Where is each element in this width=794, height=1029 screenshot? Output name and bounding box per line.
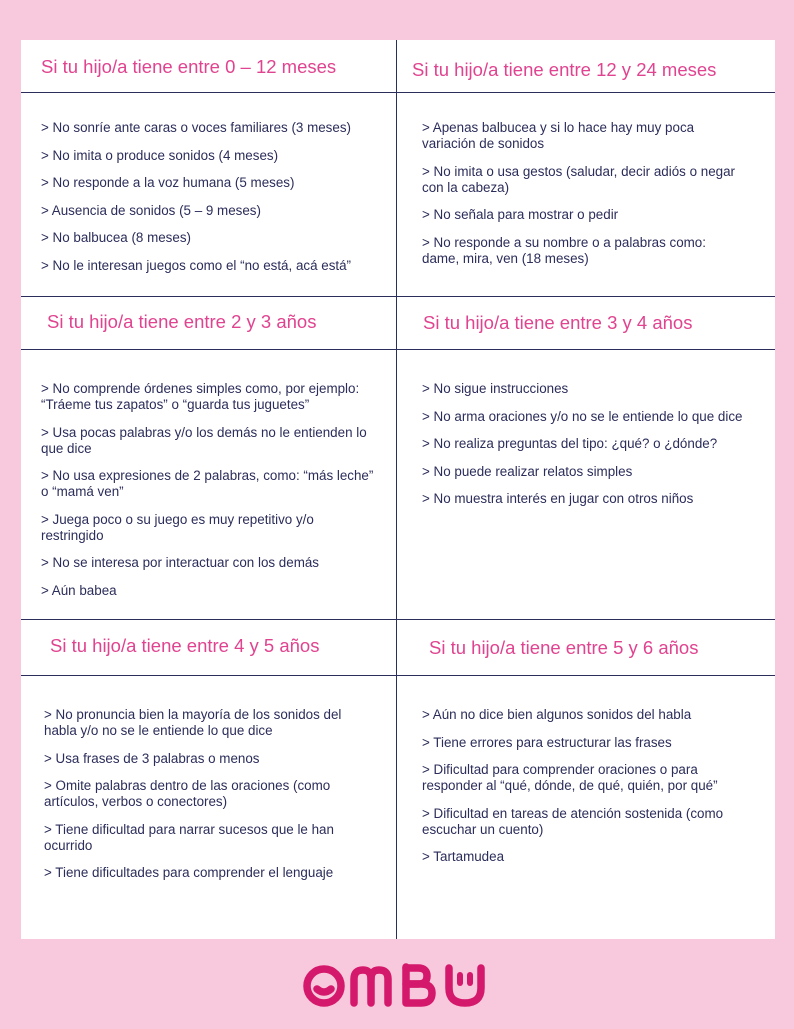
list-item: > No usa expresiones de 2 palabras, como: “más leche” o “mamá ven”: [41, 468, 374, 499]
column-divider: [396, 40, 397, 939]
list-item: > Usa pocas palabras y/o los demás no le entienden lo que dice: [41, 424, 367, 456]
list-item: > No realiza preguntas del tipo: ¿qué? o ¿dónde?: [422, 436, 718, 451]
list-item: > Tiene dificultades para comprender el lenguaje: [44, 865, 334, 880]
list-item: > No pronuncia bien la mayoría de los sonidos del habla y/o no se le entiende lo que dice: [44, 707, 342, 738]
section-title-5-6-anos: Si tu hijo/a tiene entre 5 y 6 años: [429, 637, 699, 658]
list-item: > Aún babea: [41, 582, 117, 598]
section-list-3-4-anos: [422, 381, 770, 519]
ombu-logo-mark: [302, 962, 492, 1010]
section-title-0-12-meses: Si tu hijo/a tiene entre 0 – 12 meses: [41, 56, 337, 77]
list-item: > No sonríe ante caras o voces familiares (3 meses): [41, 120, 351, 135]
list-item: > No señala para mostrar o pedir: [422, 207, 619, 222]
section-list-0-12-meses: [41, 120, 386, 285]
list-item: > No comprende órdenes simples como, por ejemplo: “Tráeme tus zapatos” o “guarda tus juguetes”: [41, 381, 360, 412]
list-item: > Ausencia de sonidos (5 – 9 meses): [41, 202, 261, 218]
section-list-2-3-anos: [41, 381, 376, 610]
section-title-4-5-anos: Si tu hijo/a tiene entre 4 y 5 años: [50, 635, 320, 656]
list-item: > Tiene errores para estructurar las frases: [422, 734, 672, 750]
list-item: > No imita o produce sonidos (4 meses): [41, 147, 279, 163]
section-title-12-24-meses: Si tu hijo/a tiene entre 12 y 24 meses: [412, 59, 717, 80]
list-item: > Tartamudea: [422, 849, 505, 864]
list-item: > No responde a su nombre o a palabras como: dame, mira, ven (18 meses): [422, 234, 706, 266]
row-divider: [21, 92, 775, 93]
list-item: > Usa frases de 3 palabras o menos: [44, 750, 260, 766]
section-title-2-3-anos: Si tu hijo/a tiene entre 2 y 3 años: [47, 311, 317, 332]
row-divider: [21, 296, 775, 297]
list-item: > Omite palabras dentro de las oraciones (como artículos, verbos o conectores): [44, 778, 331, 809]
list-item: > Apenas balbucea y si lo hace hay muy poca variación de sonidos: [422, 120, 695, 151]
row-divider: [21, 619, 775, 620]
list-item: > Aún no dice bien algunos sonidos del habla: [422, 707, 692, 722]
list-item: > No balbucea (8 meses): [41, 230, 191, 245]
row-divider: [21, 349, 775, 350]
section-list-5-6-anos: [422, 707, 757, 877]
list-item: > Juega poco o su juego es muy repetitivo y/o restringido: [41, 511, 314, 543]
section-title-3-4-anos: Si tu hijo/a tiene entre 3 y 4 años: [423, 312, 693, 333]
list-item: > Dificultad en tareas de atención sostenida (como escuchar un cuento): [422, 805, 724, 837]
ombu-logo: [0, 962, 794, 1010]
list-item: > Tiene dificultad para narrar sucesos que le han ocurrido: [44, 821, 334, 853]
section-list-12-24-meses: [422, 120, 742, 278]
list-item: > No muestra interés en jugar con otros niños: [422, 491, 694, 506]
list-item: > No arma oraciones y/o no se le entiende lo que dice: [422, 408, 743, 424]
info-sheet: [21, 40, 775, 939]
list-item: > No le interesan juegos como el “no está, acá está”: [41, 257, 352, 273]
section-list-4-5-anos: [44, 707, 374, 893]
list-item: > No puede realizar relatos simples: [422, 463, 633, 479]
row-divider: [21, 675, 775, 676]
list-item: > No responde a la voz humana (5 meses): [41, 175, 295, 190]
list-item: > No sigue instrucciones: [422, 381, 569, 396]
list-item: > No se interesa por interactuar con los demás: [41, 555, 319, 570]
list-item: > Dificultad para comprender oraciones o para responder al “qué, dónde, de qué, quién, por qué”: [422, 762, 718, 793]
list-item: > No imita o usa gestos (saludar, decir adiós o negar con la cabeza): [422, 163, 735, 195]
